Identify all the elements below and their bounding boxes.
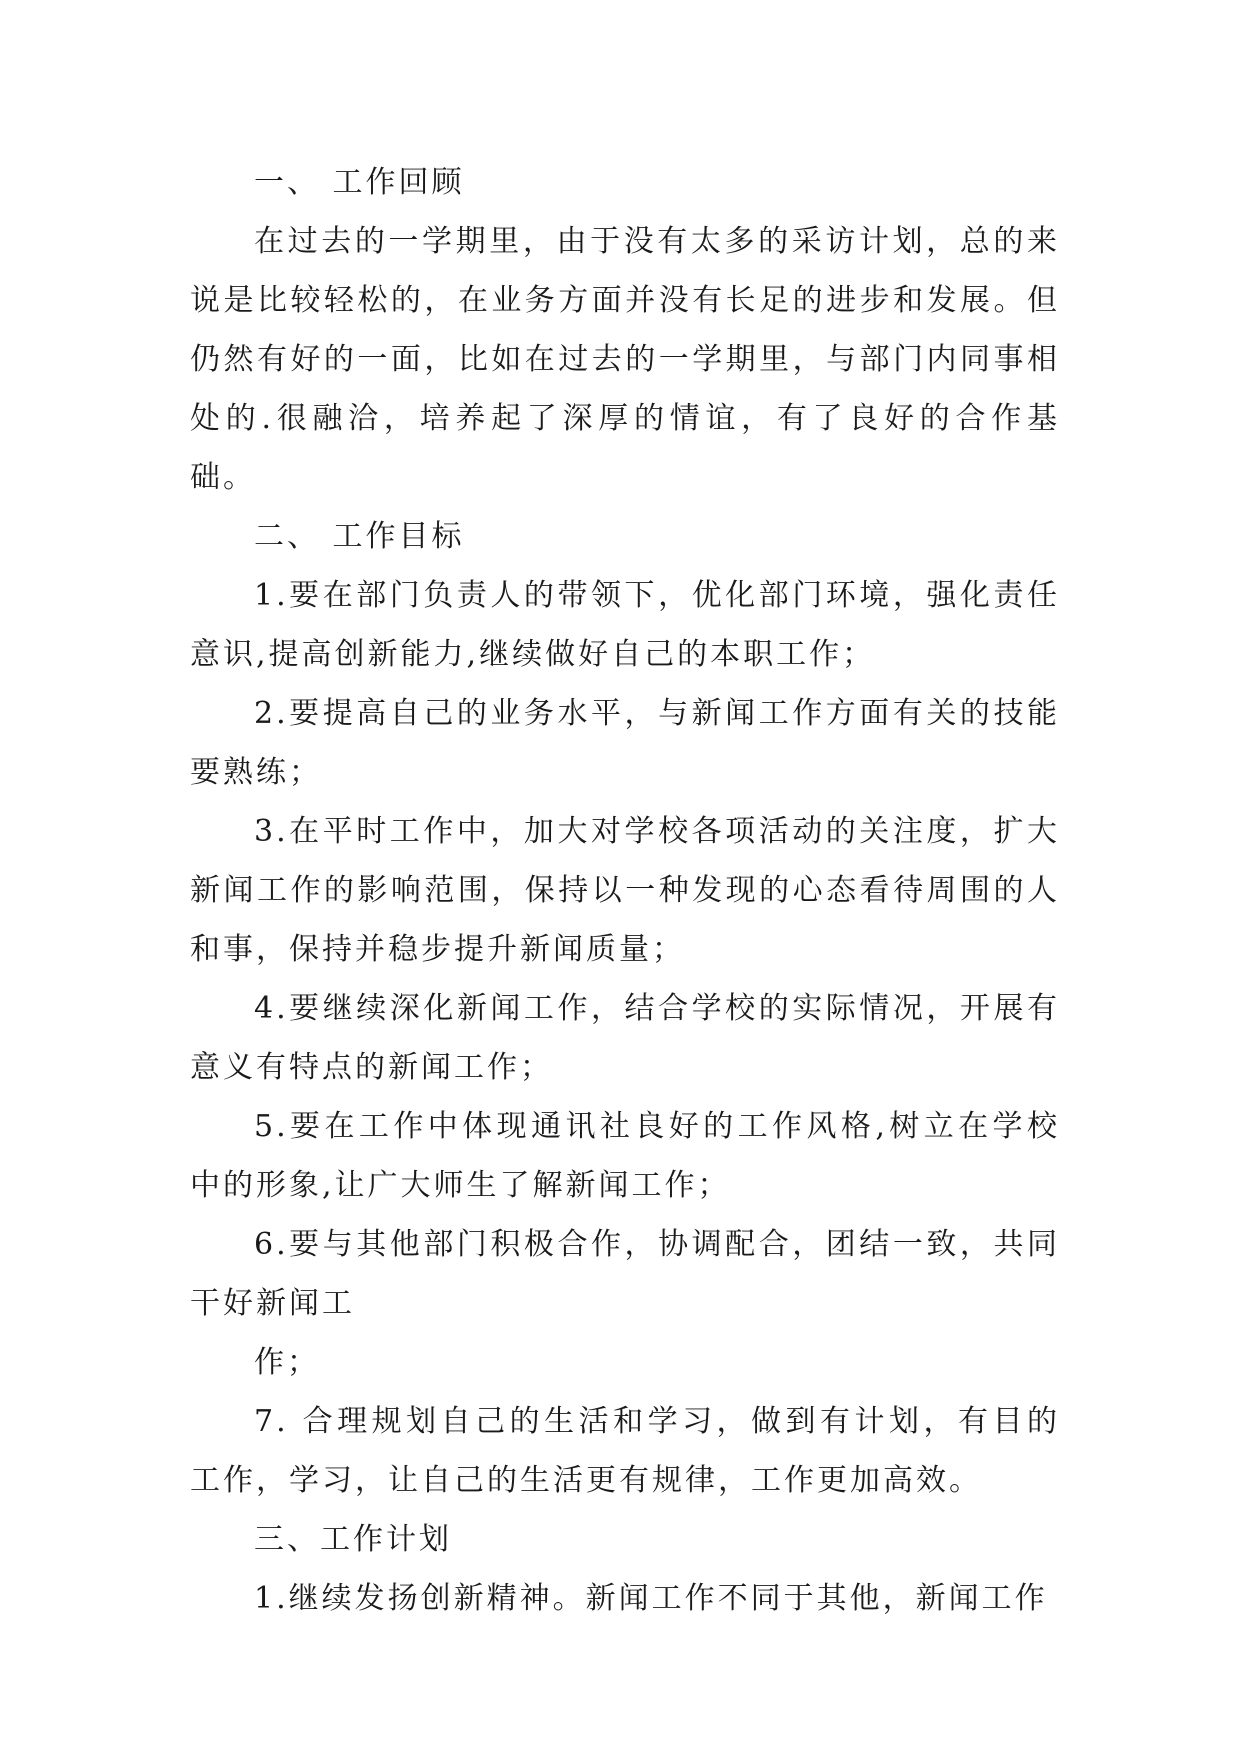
plan-item-1: 1.继续发扬创新精神。新闻工作不同于其他，新闻工作: [254, 1581, 1048, 1616]
goal-item-7: 7. 合理规划自己的生活和学习，做到有计划，有目的工作，学习，让自己的生活更有规律，工作更加高效。: [190, 1404, 1060, 1498]
goal-item-4: 4.要继续深化新闻工作，结合学校的实际情况，开展有意义有特点的新闻工作；: [190, 991, 1060, 1085]
goal-item-6: 6.要与其他部门积极合作，协调配合，团结一致，共同干好新闻工: [190, 1227, 1060, 1321]
goal-item-6-continued: 作；: [254, 1345, 320, 1380]
goal-item-3: 3.在平时工作中，加大对学校各项活动的关注度，扩大新闻工作的影响范围，保持以一种发现的心态看待周围的人和事，保持并稳步提升新闻质量；: [190, 814, 1060, 967]
section-heading-goals: 二、 工作目标: [254, 519, 465, 554]
paragraph-review: 在过去的一学期里，由于没有太多的采访计划，总的来说是比较轻松的，在业务方面并没有长足的进步和发展。但仍然有好的一面，比如在过去的一学期里，与部门内同事相处的.很融洽，培养起了深厚的情谊，有了良好的合作基础。: [190, 224, 1060, 495]
goal-item-2: 2.要提高自己的业务水平，与新闻工作方面有关的技能要熟练；: [190, 696, 1060, 790]
section-heading-review: 一、 工作回顾: [254, 165, 465, 200]
document-body: [190, 153, 1060, 1628]
section-heading-plan: 三、工作计划: [254, 1522, 452, 1557]
goal-item-1: 1.要在部门负责人的带领下，优化部门环境，强化责任意识,提高创新能力,继续做好自己的本职工作；: [190, 578, 1060, 672]
goal-item-5: 5.要在工作中体现通讯社良好的工作风格,树立在学校中的形象,让广大师生了解新闻工作；: [190, 1109, 1060, 1203]
